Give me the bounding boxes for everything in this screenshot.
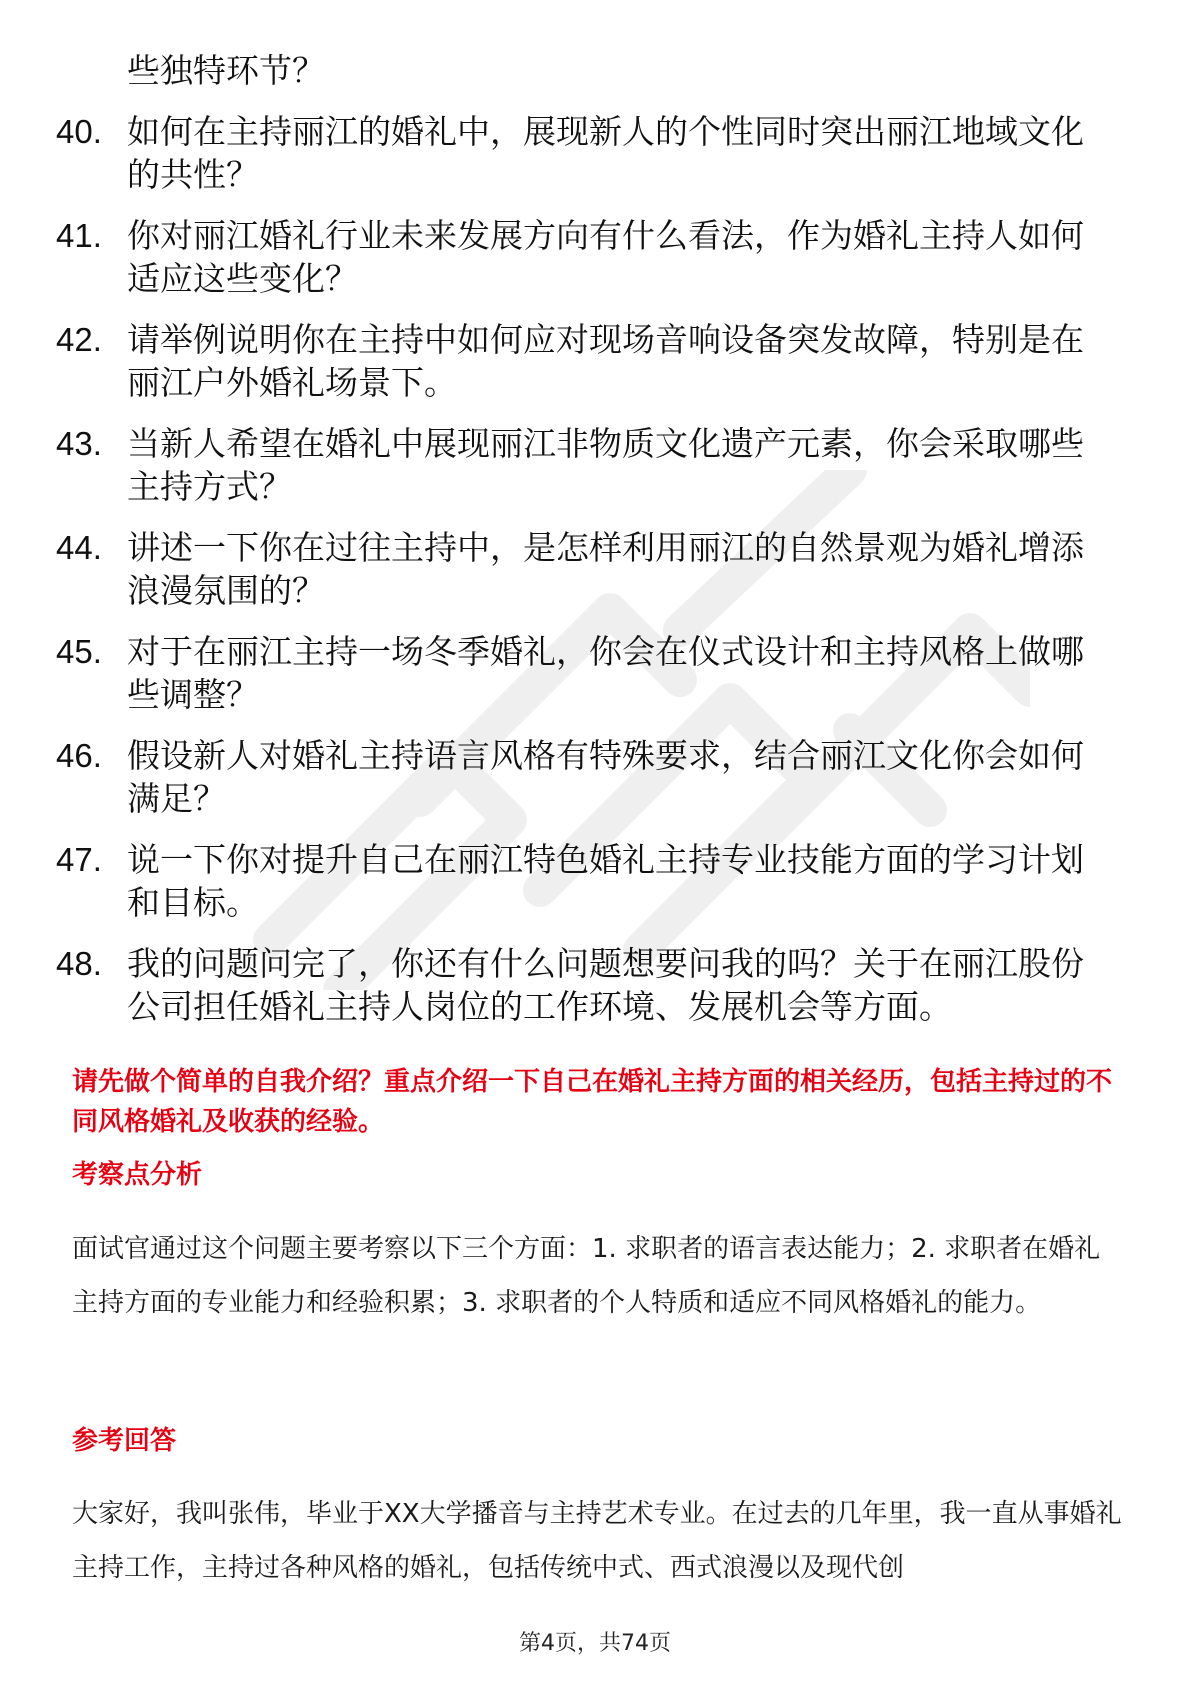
question-number: 47. xyxy=(56,841,102,878)
question-text: 假设新人对婚礼主持语言风格有特殊要求，结合丽江文化你会如何满足？ xyxy=(127,736,1084,818)
question-number: 44. xyxy=(56,529,102,566)
analysis-heading: 考察点分析 xyxy=(72,1160,203,1190)
question-number: 45. xyxy=(56,633,102,670)
list-item xyxy=(56,110,1116,196)
list-item xyxy=(56,838,1116,924)
question-number: 42. xyxy=(56,321,102,358)
question-list xyxy=(56,110,1116,1046)
question-text: 如何在主持丽江的婚礼中，展现新人的个性同时突出丽江地域文化的共性？ xyxy=(127,112,1084,194)
question-text: 讲述一下你在过往主持中，是怎样利用丽江的自然景观为婚礼增添浪漫氛围的？ xyxy=(127,528,1084,610)
reference-text: 大家好，我叫张伟，毕业于XX大学播音与主持艺术专业。在过去的几年里，我一直从事婚礼主持工作，主持过各种风格的婚礼，包括传统中式、西式浪漫以及现代创 xyxy=(72,1499,1122,1583)
reference-heading: 参考回答 xyxy=(72,1426,177,1456)
question-number: 40. xyxy=(56,113,102,150)
question-text: 我的问题问完了，你还有什么问题想要问我的吗？关于在丽江股份公司担任婚礼主持人岗位的工作环境、发展机会等方面。 xyxy=(127,944,1084,1026)
highlighted-question: 请先做个简单的自我介绍？重点介绍一下自己在婚礼主持方面的相关经历，包括主持过的不同风格婚礼及收获的经验。 xyxy=(72,1067,1113,1137)
question-text: 当新人希望在婚礼中展现丽江非物质文化遗产元素，你会采取哪些主持方式？ xyxy=(127,424,1084,506)
page-footer: 第4页，共74页 xyxy=(519,1631,671,1656)
list-item xyxy=(56,422,1116,508)
list-item xyxy=(56,526,1116,612)
question-text: 请举例说明你在主持中如何应对现场音响设备突发故障，特别是在丽江户外婚礼场景下。 xyxy=(127,320,1084,402)
list-item xyxy=(56,214,1116,300)
question-text: 你对丽江婚礼行业未来发展方向有什么看法，作为婚礼主持人如何适应这些变化？ xyxy=(127,216,1084,298)
question-number: 43. xyxy=(56,425,102,462)
question-number: 46. xyxy=(56,737,102,774)
question-text: 对于在丽江主持一场冬季婚礼，你会在仪式设计和主持风格上做哪些调整？ xyxy=(127,632,1084,714)
question-number: 41. xyxy=(56,217,102,254)
list-item xyxy=(56,942,1116,1028)
analysis-text: 面试官通过这个问题主要考察以下三个方面：1. 求职者的语言表达能力；2. 求职者在婚礼主持方面的专业能力和经验积累；3. 求职者的个人特质和适应不同风格婚礼的能力。 xyxy=(72,1234,1101,1318)
list-item xyxy=(56,734,1116,820)
list-item xyxy=(56,630,1116,716)
continuation-text: 些独特环节？ xyxy=(127,51,325,90)
question-number: 48. xyxy=(56,945,102,982)
question-text: 说一下你对提升自己在丽江特色婚礼主持专业技能方面的学习计划和目标。 xyxy=(127,840,1084,922)
list-item xyxy=(56,318,1116,404)
